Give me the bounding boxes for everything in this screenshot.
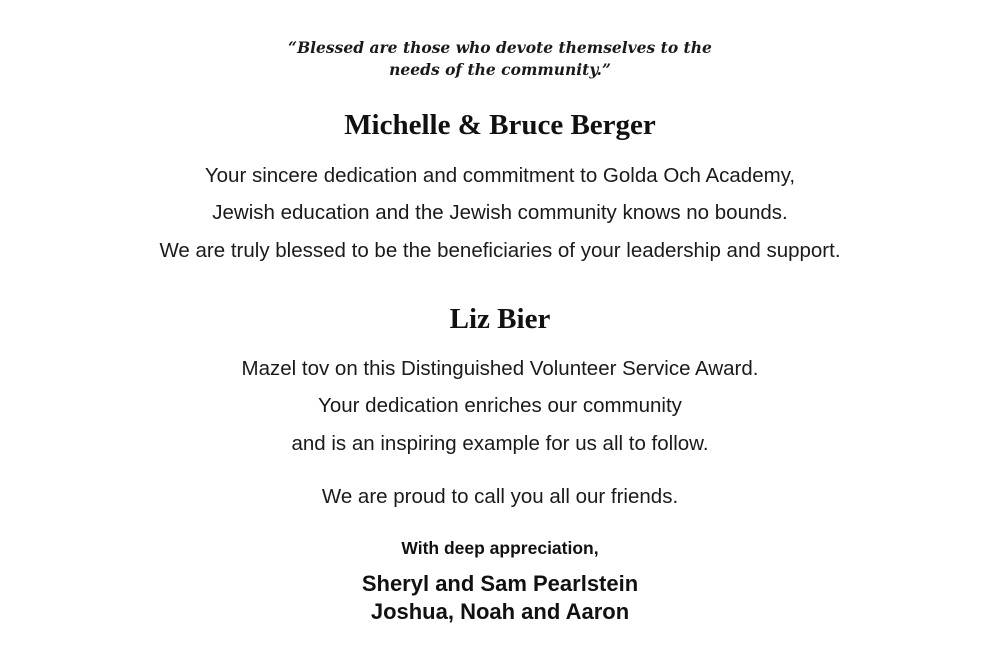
tribute-bier-line-1: Mazel tov on this Distinguished Volunteer Service Award. (241, 357, 759, 380)
quote-line-2: needs of the community.” (389, 60, 611, 79)
honoree-name-bier: Liz Bier (449, 303, 551, 335)
quote-line-1: “Blessed are those who devote themselves to the (288, 38, 712, 57)
tribute-bier-line-3: and is an inspiring example for us all to follow. (291, 432, 709, 455)
closing-salutation: With deep appreciation, (401, 538, 599, 558)
tribute-bier-line-2: Your dedication enriches our community (318, 394, 682, 417)
signer-parents: Sheryl and Sam Pearlstein (361, 571, 639, 596)
tribute-bergers-line-1: Your sincere dedication and commitment to Golda Och Academy, (204, 164, 796, 187)
friends-line: We are proud to call you all our friends. (321, 485, 679, 508)
honoree-name-bergers: Michelle & Bruce Berger (344, 109, 656, 141)
tribute-bergers-line-3: We are truly blessed to be the beneficiaries of your leadership and support. (159, 239, 841, 262)
signer-children: Joshua, Noah and Aaron (370, 599, 630, 624)
tribute-bergers-line-2: Jewish education and the Jewish community knows no bounds. (212, 201, 788, 224)
